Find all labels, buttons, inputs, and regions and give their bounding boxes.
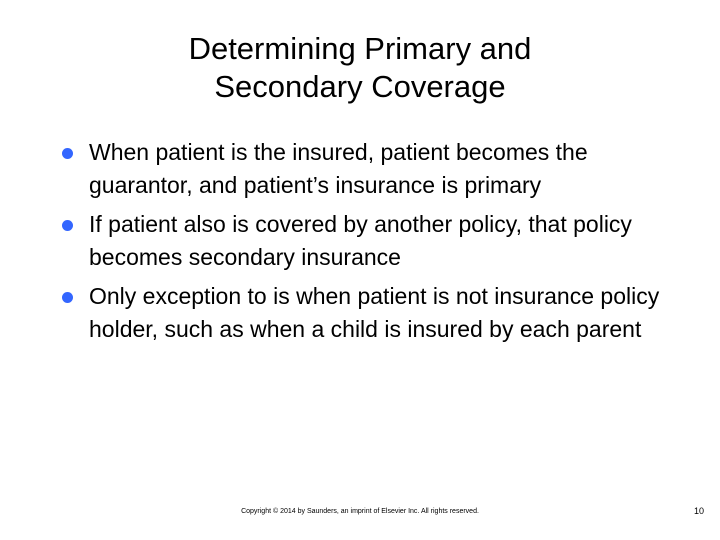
bullet-item <box>62 208 672 274</box>
slide-title-line-1: Determining Primary and <box>188 31 532 66</box>
slide-title-line-2: Secondary Coverage <box>214 69 506 104</box>
bullet-text: If patient also is covered by another policy, that policy becomes secondary insurance <box>89 211 632 270</box>
bullet-text: Only exception to is when patient is not insurance policy holder, such as when a child is insured by each parent <box>89 283 660 342</box>
bullet-item <box>62 136 672 202</box>
slide-title <box>0 30 720 106</box>
bullet-icon <box>62 292 73 303</box>
bullet-icon <box>62 148 73 159</box>
bullet-text: When patient is the insured, patient becomes the guarantor, and patient’s insurance is primary <box>89 139 588 198</box>
bullet-item <box>62 280 672 346</box>
bullet-icon <box>62 220 73 231</box>
copyright-footer: Copyright © 2014 by Saunders, an imprint of Elsevier Inc. All rights reserved. <box>241 508 479 515</box>
page-number: 10 <box>693 506 704 516</box>
bullet-list <box>62 136 672 352</box>
